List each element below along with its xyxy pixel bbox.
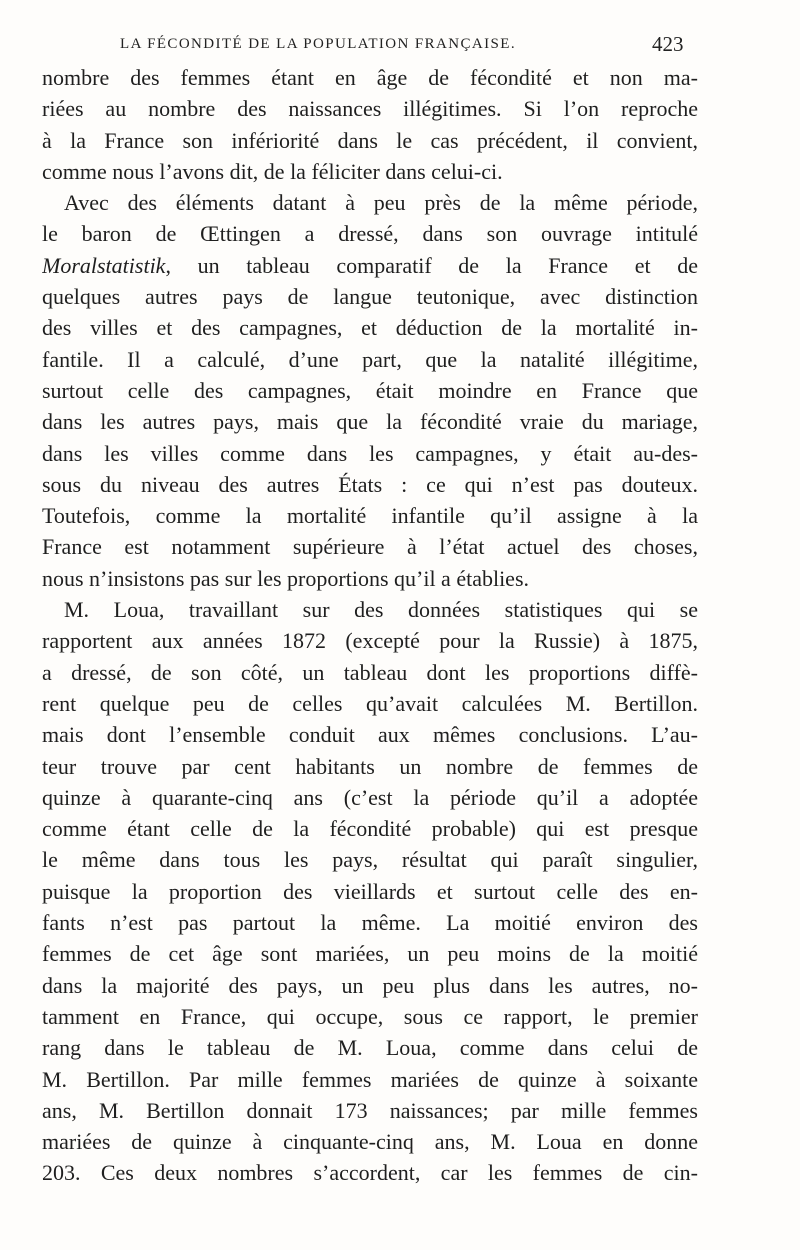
text-line: quinze à quarante-cinq ans (c’est la période qu’il a adoptée bbox=[42, 784, 698, 810]
text-line: rang dans le tableau de M. Loua, comme dans celui de bbox=[42, 1035, 698, 1061]
text-line: surtout celle des campagnes, était moindre en France que bbox=[42, 377, 698, 403]
page-number: 423 bbox=[652, 32, 684, 56]
text-line: le baron de Œttingen a dressé, dans son ouvrage intitulé bbox=[42, 221, 698, 247]
text-line: 203. Ces deux nombres s’accordent, car les femmes de cin- bbox=[42, 1160, 698, 1186]
text-line: des villes et des campagnes, et déduction de la mortalité in- bbox=[42, 315, 698, 341]
text-line: le même dans tous les pays, résultat qui paraît singulier, bbox=[42, 847, 698, 873]
text-line: nombre des femmes étant en âge de fécondité et non ma- bbox=[42, 65, 698, 90]
text-line: Moralstatistik, un tableau comparatif de la France et de bbox=[42, 252, 698, 278]
text-line: ans, M. Bertillon donnait 173 naissances; par mille femmes bbox=[42, 1097, 698, 1123]
text-line: comme nous l’avons dit, de la féliciter dans celui-ci. bbox=[42, 158, 503, 184]
text-line: quelques autres pays de langue teutonique, avec distinction bbox=[42, 284, 698, 310]
body-text bbox=[42, 62, 698, 1189]
text-line: Avec des éléments datant à peu près de la même période, bbox=[64, 190, 698, 216]
text-line: sous du niveau des autres États : ce qui n’est pas douteux. bbox=[42, 471, 698, 497]
text-line: teur trouve par cent habitants un nombre de femmes de bbox=[42, 753, 698, 779]
text-line: dans les autres pays, mais que la fécondité vraie du mariage, bbox=[42, 409, 698, 435]
text-line: rent quelque peu de celles qu’avait calculées M. Bertillon. bbox=[42, 690, 698, 716]
text-line: puisque la proportion des vieillards et surtout celle des en- bbox=[42, 878, 698, 904]
text-line: tamment en France, qui occupe, sous ce rapport, le premier bbox=[42, 1003, 698, 1029]
text-line: dans les villes comme dans les campagnes, y était au-des- bbox=[42, 440, 698, 466]
text-line: fantile. Il a calculé, d’une part, que la natalité illégitime, bbox=[42, 346, 698, 372]
text-line: dans la majorité des pays, un peu plus dans les autres, no- bbox=[42, 972, 698, 998]
text-line: fants n’est pas partout la même. La moitié environ des bbox=[42, 910, 698, 936]
text-line: rapportent aux années 1872 (excepté pour la Russie) à 1875, bbox=[42, 628, 698, 654]
text-line: a dressé, de son côté, un tableau dont les proportions diffè- bbox=[42, 659, 698, 685]
text-line: comme étant celle de la fécondité probable) qui est presque bbox=[42, 816, 698, 842]
book-title-italic: Moralstatistik bbox=[42, 252, 166, 278]
text-line: Toutefois, comme la mortalité infantile qu’il assigne à la bbox=[42, 503, 698, 529]
text-line: nous n’insistons pas sur les proportions qu’il a établies. bbox=[42, 565, 530, 591]
text-line: M. Loua, travaillant sur des données statistiques qui se bbox=[64, 597, 698, 623]
text-line: à la France son infériorité dans le cas précédent, il convient, bbox=[42, 127, 698, 153]
text-line: femmes de cet âge sont mariées, un peu moins de la moitié bbox=[42, 941, 698, 967]
text-line: riées au nombre des naissances illégitimes. Si l’on reproche bbox=[42, 96, 698, 122]
text-line: M. Bertillon. Par mille femmes mariées de quinze à soixante bbox=[42, 1066, 698, 1092]
text-line: mais dont l’ensemble conduit aux mêmes conclusions. L’au- bbox=[42, 722, 698, 748]
text-line: France est notamment supérieure à l’état actuel des choses, bbox=[42, 534, 698, 560]
running-title: LA FÉCONDITÉ DE LA POPULATION FRANÇAISE. bbox=[120, 36, 517, 52]
text-line: mariées de quinze à cinquante-cinq ans, M. Loua en donne bbox=[42, 1129, 698, 1155]
